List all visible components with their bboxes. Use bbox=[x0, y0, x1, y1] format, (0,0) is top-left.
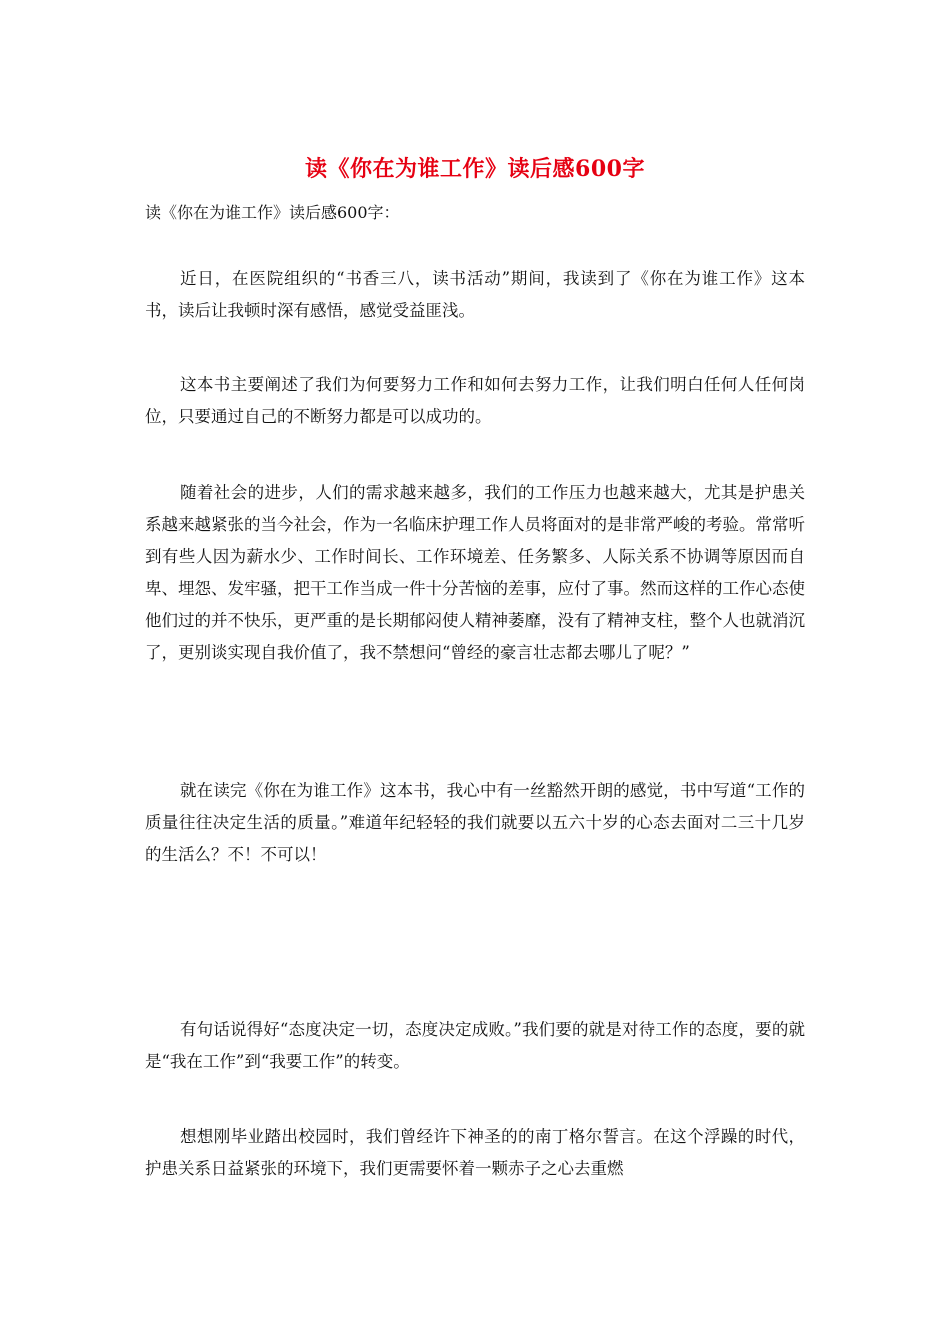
paragraph: 这本书主要阐述了我们为何要努力工作和如何去努力工作，让我们明白任何人任何岗位，只要通过自己的不断努力都是可以成功的。 bbox=[145, 375, 805, 426]
document-title: 读《你在为谁工作》读后感600字 bbox=[305, 156, 645, 182]
paragraph: 随着社会的进步，人们的需求越来越多，我们的工作压力也越来越大，尤其是护患关系越来越紧张的当今社会，作为一名临床护理工作人员将面对的是非常严峻的考验。常常听到有些人因为薪水少、工作时间长、工作环境差、任务繁多、人际关系不协调等原因而自卑、埋怨、发牢骚，把干工作当成一件十分苦恼的差事，应付了事。然而这样的工作心态使他们过的并不快乐，更严重的是长期郁闷使人精神萎靡，没有了精神支柱，整个人也就消沉了，更别谈实现自我价值了，我不禁想问“曾经的豪言壮志都去哪儿了呢？” bbox=[145, 483, 805, 662]
paragraph: 想想刚毕业踏出校园时，我们曾经许下神圣的的南丁格尔誓言。在这个浮躁的时代，护患关系日益紧张的环境下，我们更需要怀着一颗赤子之心去重燃 bbox=[145, 1127, 805, 1178]
paragraph: 就在读完《你在为谁工作》这本书，我心中有一丝豁然开朗的感觉，书中写道“工作的质量往往决定生活的质量。”难道年纪轻轻的我们就要以五六十岁的心态去面对二三十几岁的生活么？不！不可以！ bbox=[145, 781, 805, 864]
paragraph: 近日，在医院组织的“书香三八，读书活动”期间，我读到了《你在为谁工作》这本书，读后让我顿时深有感悟，感觉受益匪浅。 bbox=[145, 269, 805, 320]
paragraph: 有句话说得好“态度决定一切，态度决定成败。”我们要的就是对待工作的态度，要的就是“我在工作”到“我要工作”的转变。 bbox=[145, 1020, 805, 1071]
document-subtitle: 读《你在为谁工作》读后感600字： bbox=[145, 203, 400, 222]
